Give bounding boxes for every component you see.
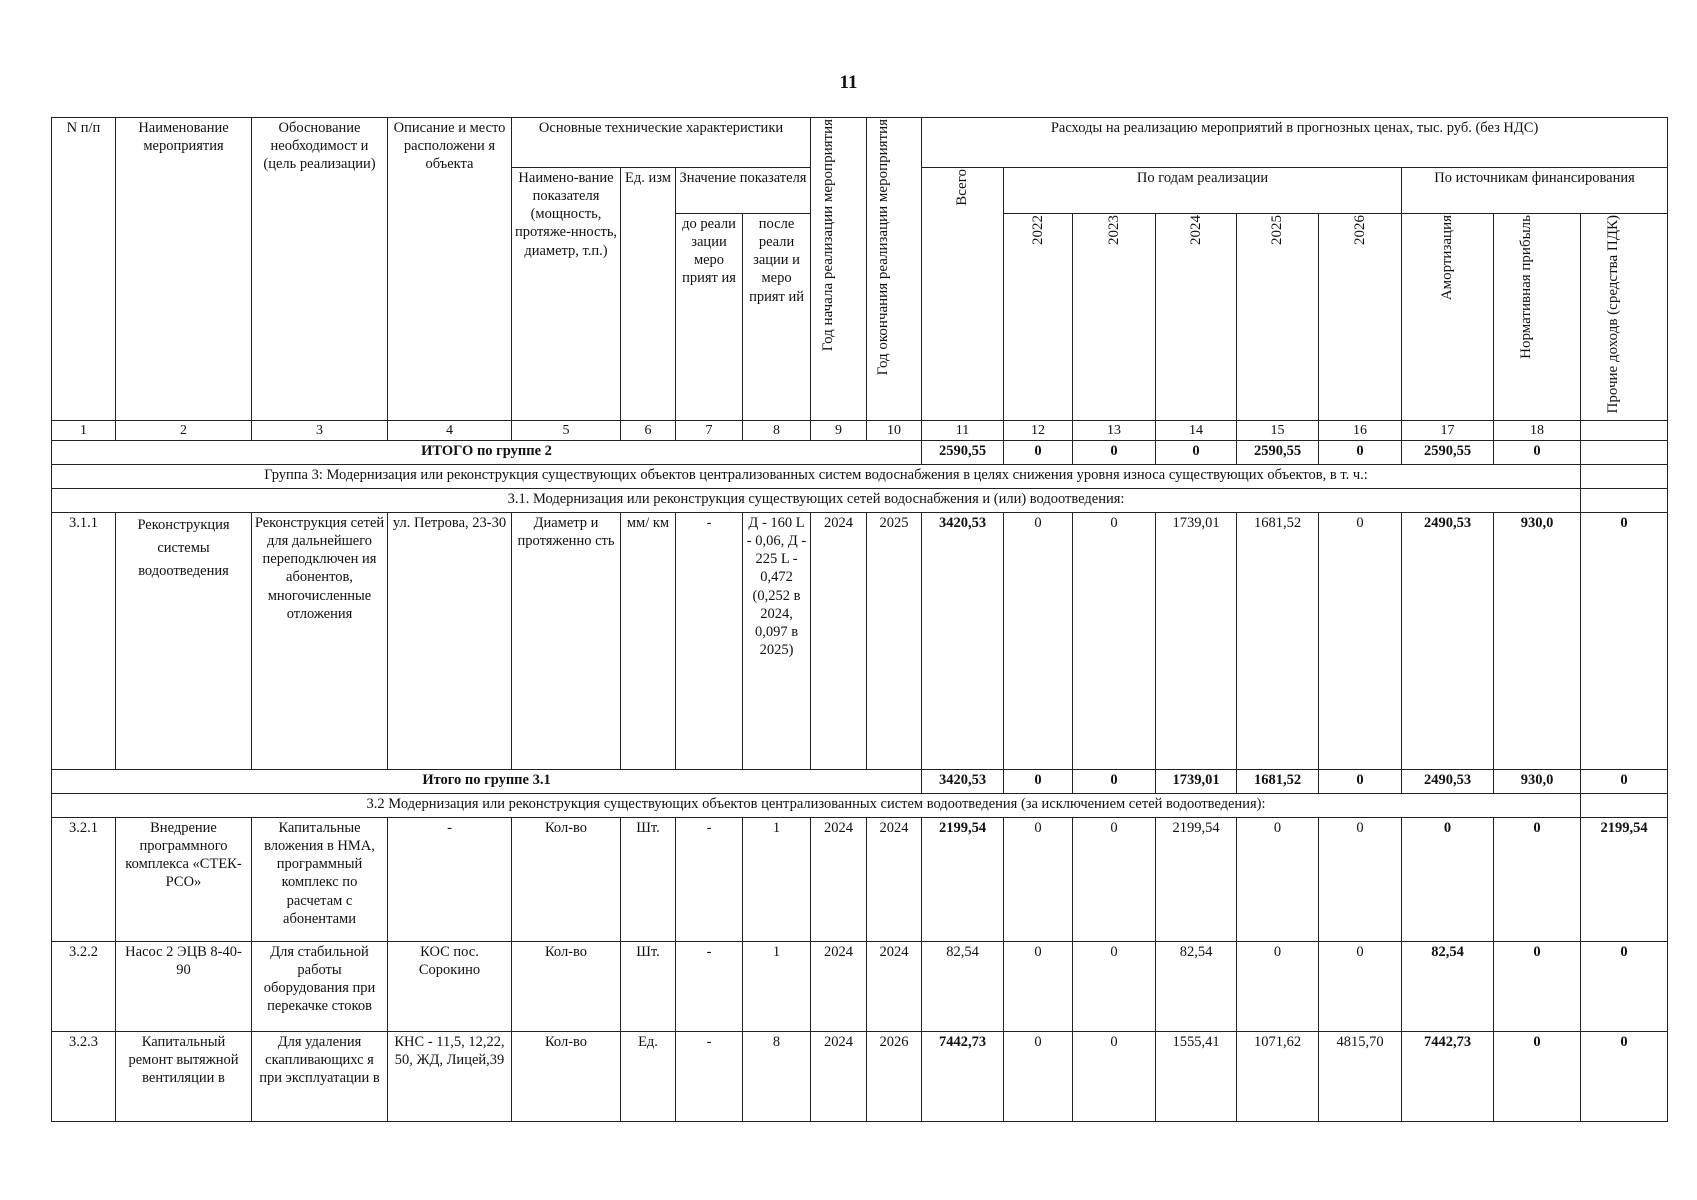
row-tech-name: Кол-во xyxy=(512,942,621,1032)
header-source-profit: Нормативная прибыль xyxy=(1494,214,1581,421)
header-justification: Обоснование необходимост и (цель реализации) xyxy=(252,118,388,421)
header-tech-chars: Основные технические характеристики xyxy=(512,118,811,168)
total-group-2-label: ИТОГО по группе 2 xyxy=(52,441,922,465)
empty-cell xyxy=(1581,794,1668,818)
page-number: 11 xyxy=(839,72,858,93)
group-3-2-title: 3.2 Модернизация или реконструкция существующих объектов централизованных систем водоотведения (за исключением сетей водоотведения): xyxy=(52,794,1581,818)
row-number: 3.2.2 xyxy=(52,942,116,1032)
total-cell: 0 xyxy=(1581,770,1668,794)
col-num: 5 xyxy=(512,420,621,441)
header-name: Наименование мероприятия xyxy=(116,118,252,421)
row-value: 0 xyxy=(1581,513,1668,770)
row-value: 4815,70 xyxy=(1319,1032,1402,1122)
row-value: 7442,73 xyxy=(1402,1032,1494,1122)
total-cell: 1681,52 xyxy=(1237,770,1319,794)
header-unit: Ед. изм xyxy=(621,168,676,421)
row-value: 1739,01 xyxy=(1156,513,1237,770)
row-unit: Шт. xyxy=(621,818,676,942)
header-end-year: Год окончания реализации мероприятия xyxy=(867,118,922,421)
row-number: 3.2.3 xyxy=(52,1032,116,1122)
row-start-year: 2024 xyxy=(811,818,867,942)
row-start-year: 2024 xyxy=(811,942,867,1032)
row-value: 0 xyxy=(1319,513,1402,770)
row-value: 0 xyxy=(1073,942,1156,1032)
header-before: до реали зации меро прият ия xyxy=(676,214,743,421)
row-value: 0 xyxy=(1073,1032,1156,1122)
col-num: 9 xyxy=(811,420,867,441)
row-value: 1071,62 xyxy=(1237,1032,1319,1122)
row-value: 2490,53 xyxy=(1402,513,1494,770)
col-num: 7 xyxy=(676,420,743,441)
col-num: 4 xyxy=(388,420,512,441)
table-row xyxy=(52,818,1668,942)
col-num: 13 xyxy=(1073,420,1156,441)
row-value: 82,54 xyxy=(1156,942,1237,1032)
row-number: 3.2.1 xyxy=(52,818,116,942)
col-num: 2 xyxy=(116,420,252,441)
total-cell: 2490,53 xyxy=(1402,770,1494,794)
header-source-other: Прочие доходв (средства ПДК) xyxy=(1581,214,1668,421)
col-num: 1 xyxy=(52,420,116,441)
row-end-year: 2025 xyxy=(867,513,922,770)
header-total: Всего xyxy=(922,168,1004,421)
col-num: 11 xyxy=(922,420,1004,441)
row-tech-name: Диаметр и протяженно сть xyxy=(512,513,621,770)
row-value: 1555,41 xyxy=(1156,1032,1237,1122)
row-after: Д - 160 L - 0,06, Д - 225 L - 0,472 (0,252 в 2024, 0,097 в 2025) xyxy=(743,513,811,770)
row-value: 0 xyxy=(1581,1032,1668,1122)
column-numbers-row xyxy=(52,420,1668,441)
col-num: 3 xyxy=(252,420,388,441)
row-unit: Ед. xyxy=(621,1032,676,1122)
row-name: Капитальный ремонт вытяжной вентиляции в xyxy=(116,1032,252,1122)
total-cell: 0 xyxy=(1319,441,1402,465)
row-value: 82,54 xyxy=(922,942,1004,1032)
total-group-2-row xyxy=(52,441,1668,465)
header-start-year: Год начала реализации мероприятия xyxy=(811,118,867,421)
total-cell: 3420,53 xyxy=(922,770,1004,794)
col-num: 16 xyxy=(1319,420,1402,441)
header-by-years: По годам реализации xyxy=(1004,168,1402,214)
header-description: Описание и место расположени я объекта xyxy=(388,118,512,421)
row-end-year: 2024 xyxy=(867,942,922,1032)
total-cell: 0 xyxy=(1073,770,1156,794)
row-value: 0 xyxy=(1004,942,1073,1032)
col-num: 12 xyxy=(1004,420,1073,441)
row-number: 3.1.1 xyxy=(52,513,116,770)
row-value: 2199,54 xyxy=(1581,818,1668,942)
row-value: 2199,54 xyxy=(922,818,1004,942)
row-value: 0 xyxy=(1494,1032,1581,1122)
table-row xyxy=(52,942,1668,1032)
total-cell: 0 xyxy=(1494,441,1581,465)
row-description: ул. Петрова, 23-30 xyxy=(388,513,512,770)
col-num: 6 xyxy=(621,420,676,441)
empty-cell xyxy=(1581,465,1668,489)
col-num: 15 xyxy=(1237,420,1319,441)
header-year-2022: 2022 xyxy=(1004,214,1073,421)
empty-cell xyxy=(1581,489,1668,513)
row-value: 82,54 xyxy=(1402,942,1494,1032)
total-cell: 0 xyxy=(1004,441,1073,465)
row-start-year: 2024 xyxy=(811,513,867,770)
row-after: 8 xyxy=(743,1032,811,1122)
row-value: 0 xyxy=(1004,1032,1073,1122)
row-value: 0 xyxy=(1494,818,1581,942)
row-name: Реконструкция системы водоотведения xyxy=(116,513,252,770)
header-year-2025: 2025 xyxy=(1237,214,1319,421)
row-value: 0 xyxy=(1319,942,1402,1032)
row-value: 3420,53 xyxy=(922,513,1004,770)
total-cell: 0 xyxy=(1073,441,1156,465)
row-justification: Для удаления скапливающихс я при эксплуатации в xyxy=(252,1032,388,1122)
row-description: КОС пос. Сорокино xyxy=(388,942,512,1032)
row-before: - xyxy=(676,1032,743,1122)
col-num: 14 xyxy=(1156,420,1237,441)
header-year-2024: 2024 xyxy=(1156,214,1237,421)
header-source-amortization: Амортизация xyxy=(1402,214,1494,421)
total-cell: 930,0 xyxy=(1494,770,1581,794)
total-group-3-1-label: Итого по группе 3.1 xyxy=(52,770,922,794)
header-year-2023: 2023 xyxy=(1073,214,1156,421)
investment-program-table xyxy=(51,117,1668,1122)
row-justification: Для стабильной работы оборудования при перекачке стоков xyxy=(252,942,388,1032)
row-value: 0 xyxy=(1073,818,1156,942)
row-tech-name: Кол-во xyxy=(512,1032,621,1122)
header-after: после реали зации и меро прият ий xyxy=(743,214,811,421)
row-after: 1 xyxy=(743,942,811,1032)
row-value: 0 xyxy=(1402,818,1494,942)
row-before: - xyxy=(676,818,743,942)
total-cell xyxy=(1581,441,1668,465)
row-value: 0 xyxy=(1319,818,1402,942)
row-value: 0 xyxy=(1494,942,1581,1032)
row-description: КНС - 11,5, 12,22, 50, ЖД, Лицей,39 xyxy=(388,1032,512,1122)
row-value: 7442,73 xyxy=(922,1032,1004,1122)
row-value: 930,0 xyxy=(1494,513,1581,770)
header-n: N п/п xyxy=(52,118,116,421)
col-num xyxy=(1581,420,1668,441)
row-justification: Реконструкция сетей для дальнейшего переподключен ия абонентов, многочисленные отложения xyxy=(252,513,388,770)
table-row xyxy=(52,513,1668,770)
group-3-1-title: 3.1. Модернизация или реконструкция существующих сетей водоснабжения и (или) водоотведения: xyxy=(52,489,1581,513)
col-num: 18 xyxy=(1494,420,1581,441)
row-value: 0 xyxy=(1237,818,1319,942)
row-before: - xyxy=(676,942,743,1032)
col-num: 8 xyxy=(743,420,811,441)
row-end-year: 2024 xyxy=(867,818,922,942)
total-group-3-1-row xyxy=(52,770,1668,794)
group-3-2-title-row xyxy=(52,794,1668,818)
row-unit: Шт. xyxy=(621,942,676,1032)
row-value: 0 xyxy=(1237,942,1319,1032)
group-3-1-title-row xyxy=(52,489,1668,513)
total-cell: 2590,55 xyxy=(1402,441,1494,465)
col-num: 17 xyxy=(1402,420,1494,441)
group-3-title: Группа 3: Модернизация или реконструкция существующих объектов централизованных систем водоснабжения в целях снижения уровня износа существующих объектов, в т. ч.: xyxy=(52,465,1581,489)
total-cell: 0 xyxy=(1156,441,1237,465)
total-cell: 0 xyxy=(1319,770,1402,794)
row-description: - xyxy=(388,818,512,942)
row-justification: Капитальные вложения в НМА, программный комплекс по расчетам с абонентами xyxy=(252,818,388,942)
header-row-1 xyxy=(52,118,1668,168)
total-cell: 2590,55 xyxy=(1237,441,1319,465)
row-before: - xyxy=(676,513,743,770)
row-value: 0 xyxy=(1073,513,1156,770)
total-cell: 2590,55 xyxy=(922,441,1004,465)
total-cell: 1739,01 xyxy=(1156,770,1237,794)
row-end-year: 2026 xyxy=(867,1032,922,1122)
table-row xyxy=(52,1032,1668,1122)
row-after: 1 xyxy=(743,818,811,942)
row-unit: мм/ км xyxy=(621,513,676,770)
row-value: 1681,52 xyxy=(1237,513,1319,770)
col-num: 10 xyxy=(867,420,922,441)
total-cell: 0 xyxy=(1004,770,1073,794)
row-value: 0 xyxy=(1004,818,1073,942)
row-tech-name: Кол-во xyxy=(512,818,621,942)
header-year-2026: 2026 xyxy=(1319,214,1402,421)
row-start-year: 2024 xyxy=(811,1032,867,1122)
row-name: Внедрение программного комплекса «СТЕК-РСО» xyxy=(116,818,252,942)
header-value: Значение показателя xyxy=(676,168,811,214)
header-expenses: Расходы на реализацию мероприятий в прогнозных ценах, тыс. руб. (без НДС) xyxy=(922,118,1668,168)
group-3-title-row xyxy=(52,465,1668,489)
row-value: 0 xyxy=(1581,942,1668,1032)
row-value: 2199,54 xyxy=(1156,818,1237,942)
header-by-sources: По источникам финансирования xyxy=(1402,168,1668,214)
header-tech-name: Наимено-вание показателя (мощность, протяже-нность, диаметр, т.п.) xyxy=(512,168,621,421)
row-name: Насос 2 ЭЦВ 8-40-90 xyxy=(116,942,252,1032)
row-value: 0 xyxy=(1004,513,1073,770)
